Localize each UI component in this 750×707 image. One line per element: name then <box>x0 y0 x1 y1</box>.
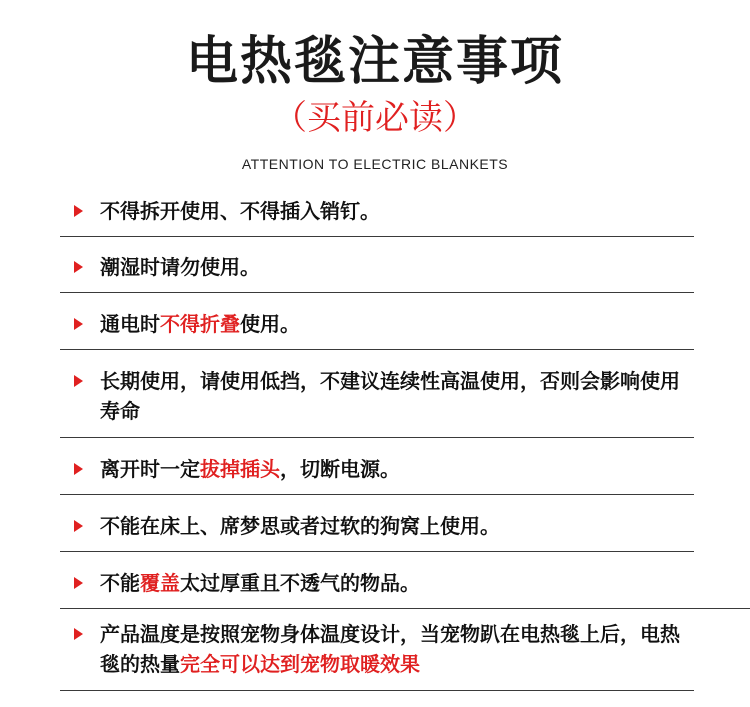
triangle-bullet-icon <box>74 375 83 387</box>
highlight-text: 不得折叠 <box>160 312 240 336</box>
triangle-bullet-icon <box>74 261 83 273</box>
triangle-bullet-icon <box>74 205 83 217</box>
text-segment: 不能在床上、席梦思或者过软的狗窝上使用。 <box>100 514 500 538</box>
highlight-text: 完全可以达到宠物取暖效果 <box>180 652 420 676</box>
page-title: 电热毯注意事项 <box>185 32 564 92</box>
item-text <box>100 568 710 598</box>
text-segment: 不能 <box>100 571 140 595</box>
item-text <box>100 252 710 282</box>
item-text <box>100 619 690 679</box>
item-text <box>100 309 710 339</box>
text-segment: 潮湿时请勿使用。 <box>100 255 260 279</box>
item-text <box>100 196 710 226</box>
triangle-bullet-icon <box>74 318 83 330</box>
text-segment: 产品温度是按照宠物身体温度设计，当宠物趴在电热毯上后，电热毯的热量 <box>100 622 680 676</box>
text-segment: 使用。 <box>240 312 300 336</box>
highlight-text: 拔掉插头 <box>200 457 280 481</box>
item-text <box>100 511 710 541</box>
text-segment: 离开时一定 <box>100 457 200 481</box>
text-segment: ，切断电源。 <box>280 457 400 481</box>
divider <box>60 608 750 609</box>
triangle-bullet-icon <box>74 463 83 475</box>
text-segment: 长期使用，请使用低挡，不建议连续性高温使用，否则会影响使用寿命 <box>100 369 680 423</box>
english-caption: ATTENTION TO ELECTRIC BLANKETS <box>241 156 509 172</box>
divider <box>60 292 694 293</box>
text-segment: 通电时 <box>100 312 160 336</box>
divider <box>60 494 694 495</box>
divider <box>60 236 694 237</box>
triangle-bullet-icon <box>74 628 83 640</box>
divider <box>60 551 694 552</box>
triangle-bullet-icon <box>74 520 83 532</box>
divider <box>60 690 694 691</box>
item-text <box>100 366 690 426</box>
triangle-bullet-icon <box>74 577 83 589</box>
item-text <box>100 454 710 484</box>
divider <box>60 349 694 350</box>
text-segment: 太过厚重且不透气的物品。 <box>180 571 420 595</box>
divider <box>60 437 694 438</box>
highlight-text: 覆盖 <box>140 571 180 595</box>
page-subtitle: （买前必读） <box>273 98 477 138</box>
text-segment: 不得拆开使用、不得插入销钉。 <box>100 199 380 223</box>
